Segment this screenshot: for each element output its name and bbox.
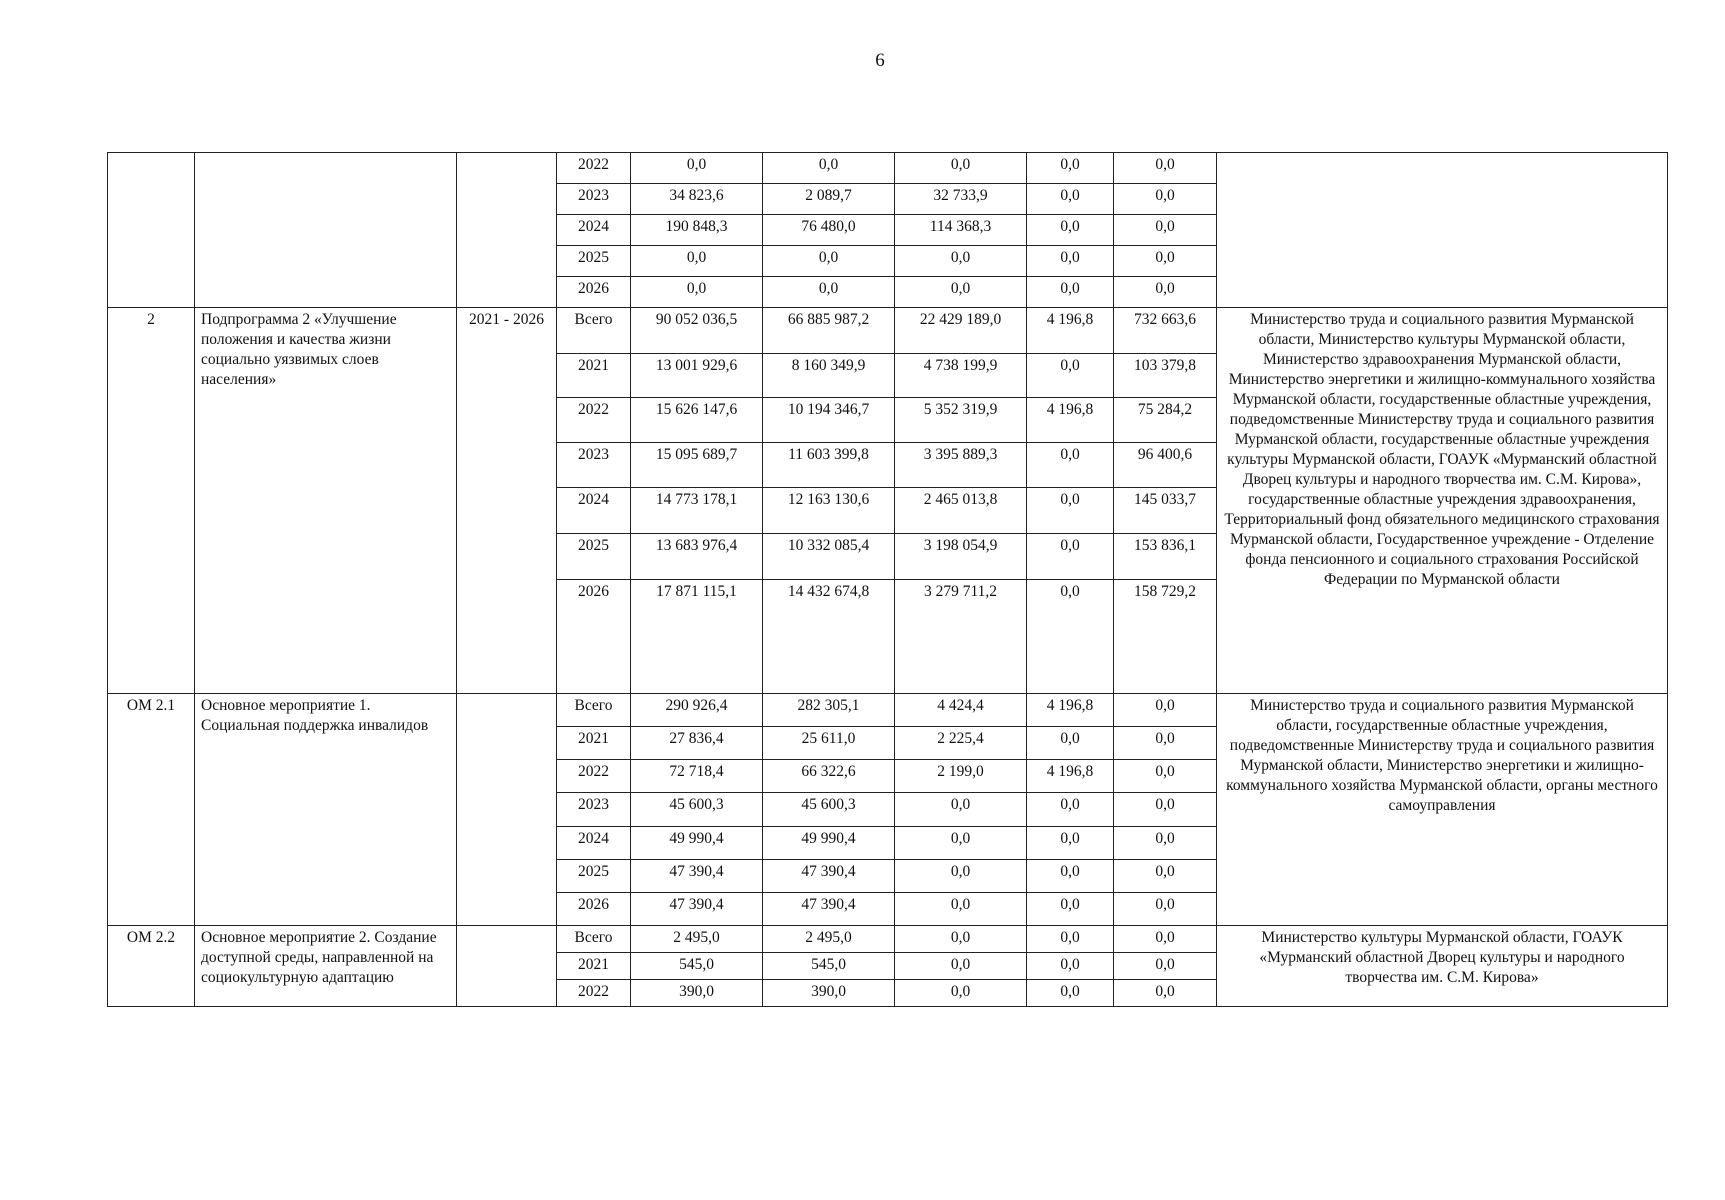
year-cell: 2025 xyxy=(557,246,631,277)
year-cell: 2022 xyxy=(557,760,631,793)
regional-budget-cell: 66 322,6 xyxy=(763,760,895,793)
regional-budget-cell: 0,0 xyxy=(763,153,895,184)
total-cell: 34 823,6 xyxy=(631,184,763,215)
block-number-cell: 2 xyxy=(108,308,195,694)
other-sources-cell: 0,0 xyxy=(1114,926,1217,953)
local-budget-cell: 0,0 xyxy=(1027,827,1114,860)
number-cell xyxy=(108,153,195,308)
regional-budget-cell: 2 495,0 xyxy=(763,926,895,953)
total-cell: 0,0 xyxy=(631,153,763,184)
name-cell xyxy=(195,153,457,308)
regional-budget-cell: 0,0 xyxy=(763,277,895,308)
federal-budget-cell: 2 225,4 xyxy=(895,727,1027,760)
budget-table xyxy=(107,152,1668,1007)
federal-budget-cell: 3 395 889,3 xyxy=(895,443,1027,488)
local-budget-cell: 0,0 xyxy=(1027,184,1114,215)
local-budget-cell: 0,0 xyxy=(1027,860,1114,893)
block-name-cell: Основное мероприятие 1. Социальная поддержка инвалидов xyxy=(195,694,457,926)
executors-cell xyxy=(1217,153,1668,308)
year-cell: 2026 xyxy=(557,893,631,926)
other-sources-cell: 0,0 xyxy=(1114,860,1217,893)
total-cell: 14 773 178,1 xyxy=(631,488,763,534)
total-cell: 27 836,4 xyxy=(631,727,763,760)
local-budget-cell: 0,0 xyxy=(1027,793,1114,827)
block-executors-cell: Министерство труда и социального развития Мурманской области, государственные областные учреждения, подведомственные Министерству труда и социального развития Мурманской области, Министерство энергетики и жилищно-коммунального хозяйства Мурманской области, органы местного самоуправления xyxy=(1217,694,1668,926)
other-sources-cell: 158 729,2 xyxy=(1114,580,1217,694)
table-row xyxy=(108,926,1668,953)
other-sources-cell: 96 400,6 xyxy=(1114,443,1217,488)
block-number-cell: ОМ 2.2 xyxy=(108,926,195,1007)
local-budget-cell: 0,0 xyxy=(1027,153,1114,184)
total-cell: 47 390,4 xyxy=(631,860,763,893)
total-cell: 13 683 976,4 xyxy=(631,534,763,580)
local-budget-cell: 0,0 xyxy=(1027,354,1114,398)
federal-budget-cell: 0,0 xyxy=(895,953,1027,980)
regional-budget-cell: 282 305,1 xyxy=(763,694,895,727)
year-cell: 2023 xyxy=(557,443,631,488)
federal-budget-cell: 0,0 xyxy=(895,793,1027,827)
block-period-cell xyxy=(457,694,557,926)
other-sources-cell: 0,0 xyxy=(1114,246,1217,277)
federal-budget-cell: 0,0 xyxy=(895,926,1027,953)
total-cell: 47 390,4 xyxy=(631,893,763,926)
federal-budget-cell: 0,0 xyxy=(895,860,1027,893)
federal-budget-cell: 0,0 xyxy=(895,980,1027,1007)
year-cell: 2023 xyxy=(557,184,631,215)
regional-budget-cell: 545,0 xyxy=(763,953,895,980)
local-budget-cell: 0,0 xyxy=(1027,443,1114,488)
year-cell: Всего xyxy=(557,308,631,354)
federal-budget-cell: 32 733,9 xyxy=(895,184,1027,215)
local-budget-cell: 0,0 xyxy=(1027,980,1114,1007)
total-cell: 290 926,4 xyxy=(631,694,763,727)
other-sources-cell: 0,0 xyxy=(1114,727,1217,760)
federal-budget-cell: 3 279 711,2 xyxy=(895,580,1027,694)
year-cell: 2022 xyxy=(557,153,631,184)
regional-budget-cell: 76 480,0 xyxy=(763,215,895,246)
total-cell: 90 052 036,5 xyxy=(631,308,763,354)
other-sources-cell: 0,0 xyxy=(1114,793,1217,827)
regional-budget-cell: 14 432 674,8 xyxy=(763,580,895,694)
total-cell: 2 495,0 xyxy=(631,926,763,953)
federal-budget-cell: 0,0 xyxy=(895,153,1027,184)
regional-budget-cell: 8 160 349,9 xyxy=(763,354,895,398)
regional-budget-cell: 12 163 130,6 xyxy=(763,488,895,534)
block-number-cell: ОМ 2.1 xyxy=(108,694,195,926)
total-cell: 390,0 xyxy=(631,980,763,1007)
other-sources-cell: 0,0 xyxy=(1114,184,1217,215)
federal-budget-cell: 5 352 319,9 xyxy=(895,398,1027,443)
period-cell xyxy=(457,153,557,308)
total-cell: 15 626 147,6 xyxy=(631,398,763,443)
federal-budget-cell: 0,0 xyxy=(895,827,1027,860)
other-sources-cell: 0,0 xyxy=(1114,827,1217,860)
federal-budget-cell: 22 429 189,0 xyxy=(895,308,1027,354)
regional-budget-cell: 0,0 xyxy=(763,246,895,277)
year-cell: 2022 xyxy=(557,398,631,443)
local-budget-cell: 0,0 xyxy=(1027,926,1114,953)
regional-budget-cell: 47 390,4 xyxy=(763,893,895,926)
local-budget-cell: 0,0 xyxy=(1027,893,1114,926)
federal-budget-cell: 114 368,3 xyxy=(895,215,1027,246)
regional-budget-cell: 2 089,7 xyxy=(763,184,895,215)
other-sources-cell: 0,0 xyxy=(1114,760,1217,793)
local-budget-cell: 0,0 xyxy=(1027,277,1114,308)
year-cell: Всего xyxy=(557,926,631,953)
block-executors-cell: Министерство труда и социального развития Мурманской области, Министерство культуры Мурманской области, Министерство здравоохранения Мурманской области, Министерство энергетики и жилищно-коммунального хозяйства Мурманской области, государственные областные учреждения, подведомственные Министерству труда и социального развития Мурманской области, государственные областные учреждения культуры Мурманской области, ГОАУК «Мурманский областной Дворец культуры и народного творчества им. С.М. Кирова», государственные областные учреждения здравоохранения, Территориальный фонд обязательного медицинского страхования Мурманской области, Государственное учреждение - Отделение фонда пенсионного и социального страхования Российской Федерации по Мурманской области xyxy=(1217,308,1668,694)
local-budget-cell: 4 196,8 xyxy=(1027,760,1114,793)
year-cell: 2022 xyxy=(557,980,631,1007)
regional-budget-cell: 11 603 399,8 xyxy=(763,443,895,488)
block-name-cell: Подпрограмма 2 «Улучшение положения и качества жизни социально уязвимых слоев населения» xyxy=(195,308,457,694)
local-budget-cell: 0,0 xyxy=(1027,953,1114,980)
block-period-cell xyxy=(457,926,557,1007)
regional-budget-cell: 66 885 987,2 xyxy=(763,308,895,354)
table-row xyxy=(108,308,1668,354)
local-budget-cell: 4 196,8 xyxy=(1027,308,1114,354)
year-cell: 2025 xyxy=(557,860,631,893)
total-cell: 17 871 115,1 xyxy=(631,580,763,694)
year-cell: Всего xyxy=(557,694,631,727)
year-cell: 2024 xyxy=(557,215,631,246)
local-budget-cell: 0,0 xyxy=(1027,488,1114,534)
regional-budget-cell: 10 332 085,4 xyxy=(763,534,895,580)
other-sources-cell: 0,0 xyxy=(1114,153,1217,184)
other-sources-cell: 103 379,8 xyxy=(1114,354,1217,398)
other-sources-cell: 0,0 xyxy=(1114,277,1217,308)
regional-budget-cell: 390,0 xyxy=(763,980,895,1007)
other-sources-cell: 732 663,6 xyxy=(1114,308,1217,354)
regional-budget-cell: 25 611,0 xyxy=(763,727,895,760)
block-period-cell: 2021 - 2026 xyxy=(457,308,557,694)
total-cell: 545,0 xyxy=(631,953,763,980)
total-cell: 0,0 xyxy=(631,246,763,277)
other-sources-cell: 0,0 xyxy=(1114,980,1217,1007)
year-cell: 2026 xyxy=(557,277,631,308)
year-cell: 2024 xyxy=(557,488,631,534)
local-budget-cell: 0,0 xyxy=(1027,246,1114,277)
local-budget-cell: 4 196,8 xyxy=(1027,694,1114,727)
local-budget-cell: 0,0 xyxy=(1027,580,1114,694)
local-budget-cell: 0,0 xyxy=(1027,727,1114,760)
regional-budget-cell: 10 194 346,7 xyxy=(763,398,895,443)
other-sources-cell: 0,0 xyxy=(1114,694,1217,727)
other-sources-cell: 75 284,2 xyxy=(1114,398,1217,443)
page-number: 6 xyxy=(875,50,885,71)
total-cell: 72 718,4 xyxy=(631,760,763,793)
federal-budget-cell: 0,0 xyxy=(895,893,1027,926)
other-sources-cell: 0,0 xyxy=(1114,953,1217,980)
total-cell: 45 600,3 xyxy=(631,793,763,827)
federal-budget-cell: 4 738 199,9 xyxy=(895,354,1027,398)
local-budget-cell: 0,0 xyxy=(1027,215,1114,246)
other-sources-cell: 0,0 xyxy=(1114,893,1217,926)
year-cell: 2025 xyxy=(557,534,631,580)
table-row xyxy=(108,153,1668,184)
regional-budget-cell: 47 390,4 xyxy=(763,860,895,893)
year-cell: 2024 xyxy=(557,827,631,860)
total-cell: 0,0 xyxy=(631,277,763,308)
year-cell: 2023 xyxy=(557,793,631,827)
total-cell: 15 095 689,7 xyxy=(631,443,763,488)
federal-budget-cell: 3 198 054,9 xyxy=(895,534,1027,580)
block-executors-cell: Министерство культуры Мурманской области, ГОАУК «Мурманский областной Дворец культуры и народного творчества им. С.М. Кирова» xyxy=(1217,926,1668,1007)
table-row xyxy=(108,694,1668,727)
year-cell: 2021 xyxy=(557,354,631,398)
regional-budget-cell: 49 990,4 xyxy=(763,827,895,860)
other-sources-cell: 153 836,1 xyxy=(1114,534,1217,580)
other-sources-cell: 145 033,7 xyxy=(1114,488,1217,534)
federal-budget-cell: 4 424,4 xyxy=(895,694,1027,727)
federal-budget-cell: 2 465 013,8 xyxy=(895,488,1027,534)
local-budget-cell: 0,0 xyxy=(1027,534,1114,580)
year-cell: 2021 xyxy=(557,953,631,980)
table-body xyxy=(108,153,1668,1007)
regional-budget-cell: 45 600,3 xyxy=(763,793,895,827)
federal-budget-cell: 2 199,0 xyxy=(895,760,1027,793)
total-cell: 13 001 929,6 xyxy=(631,354,763,398)
total-cell: 49 990,4 xyxy=(631,827,763,860)
block-name-cell: Основное мероприятие 2. Создание доступной среды, направленной на социокультурную адаптацию xyxy=(195,926,457,1007)
federal-budget-cell: 0,0 xyxy=(895,277,1027,308)
other-sources-cell: 0,0 xyxy=(1114,215,1217,246)
year-cell: 2021 xyxy=(557,727,631,760)
federal-budget-cell: 0,0 xyxy=(895,246,1027,277)
total-cell: 190 848,3 xyxy=(631,215,763,246)
year-cell: 2026 xyxy=(557,580,631,694)
local-budget-cell: 4 196,8 xyxy=(1027,398,1114,443)
